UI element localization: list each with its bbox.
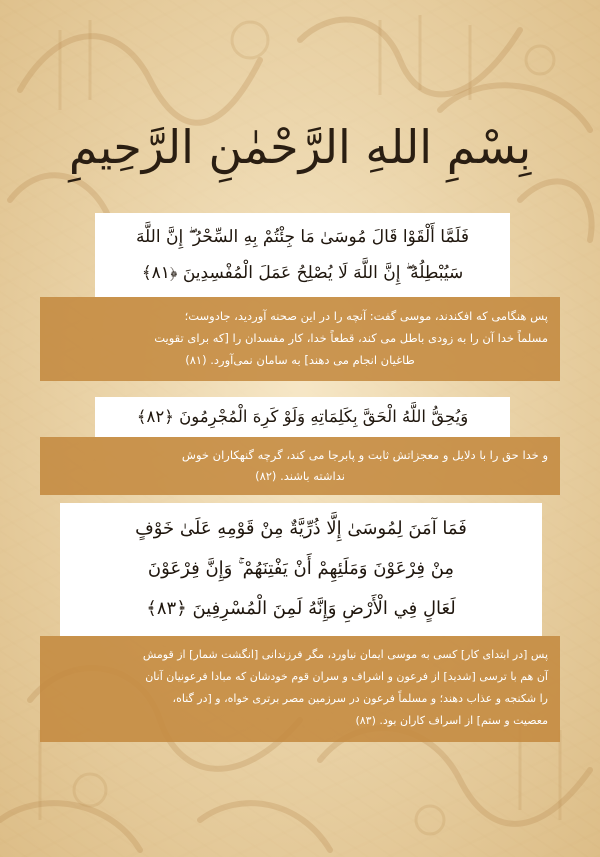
verse-83-line-2: مِنْ فِرْعَوْنَ وَمَلَئِهِمْ أَنْ يَفْتِنَهُمْ ۚ وَإِنَّ فِرْعَوْنَ: [147, 558, 455, 579]
verse-83-line-1: فَمَا آمَنَ لِمُوسَىٰ إِلَّا ذُرِّيَّةٌ مِنْ قَوْمِهِ عَلَىٰ خَوْفٍ: [135, 518, 467, 539]
translation-81-line-2: مسلماً خدا آن را به زودی باطل می کند، قطعاً خدا، کار مفسدان را [که برای تقویت: [154, 331, 548, 345]
translation-83-box: [40, 636, 560, 742]
translation-83-line-4: معصیت و ستم] از اسراف کاران بود. (۸۳): [355, 714, 548, 727]
translation-83-line-2: آن هم با ترسی [شدید] از فرعون و اشراف و سران قوم خودشان که مبادا فرعونیان آنان: [145, 670, 548, 683]
verse-82-box: [95, 397, 510, 437]
translation-81-box: [40, 297, 560, 381]
verse-81-box: [95, 213, 510, 297]
verse-82-line-1: وَيُحِقُّ اللَّهُ الْحَقَّ بِكَلِمَاتِهِ وَلَوْ كَرِهَ الْمُجْرِمُونَ ﴿٨٢﴾: [136, 407, 469, 426]
verse-83-box: [60, 503, 542, 636]
translation-83-line-1: پس [در ابتدای کار] کسی به موسی ایمان نیاورد، مگر فرزندانی [انگشت شمار] از قومش: [142, 648, 548, 661]
basmala-heading: بِسْمِ اللهِ الرَّحْمٰنِ الرَّحِيمِ: [68, 120, 532, 174]
translation-81-line-1: پس هنگامی که افکندند، موسی گفت: آنچه را در این صحنه آوردید، جادوست؛: [184, 309, 548, 323]
translation-82-box: [40, 437, 560, 495]
translation-81-line-3: طاغیان انجام می دهند] به سامان نمی‌آورد. (۸۱): [185, 353, 415, 367]
translation-82-line-2: نداشته باشند. (۸۲): [255, 469, 345, 483]
verse-83-line-3: لَعَالٍ فِي الْأَرْضِ وَإِنَّهُ لَمِنَ الْمُسْرِفِينَ ﴿٨٣﴾: [146, 598, 456, 619]
verse-81-line-2: سَيُبْطِلُهُ ۖ إِنَّ اللَّهَ لَا يُصْلِحُ عَمَلَ الْمُفْسِدِينَ ﴿٨١﴾: [141, 263, 464, 283]
verse-81-line-1: فَلَمَّا أَلْقَوْا قَالَ مُوسَىٰ مَا جِئْتُمْ بِهِ السِّحْرُ ۖ إِنَّ اللَّهَ: [135, 227, 470, 247]
translation-82-line-1: و خدا حق را با دلایل و معجزاتش ثابت و پابرجا می کند، گرچه گنهکاران خوش: [181, 448, 548, 462]
translation-83-line-3: را شکنجه و عذاب دهند؛ و مسلماً فرعون در سرزمین مصر برتری خواه، و [در گناه،: [172, 692, 548, 705]
